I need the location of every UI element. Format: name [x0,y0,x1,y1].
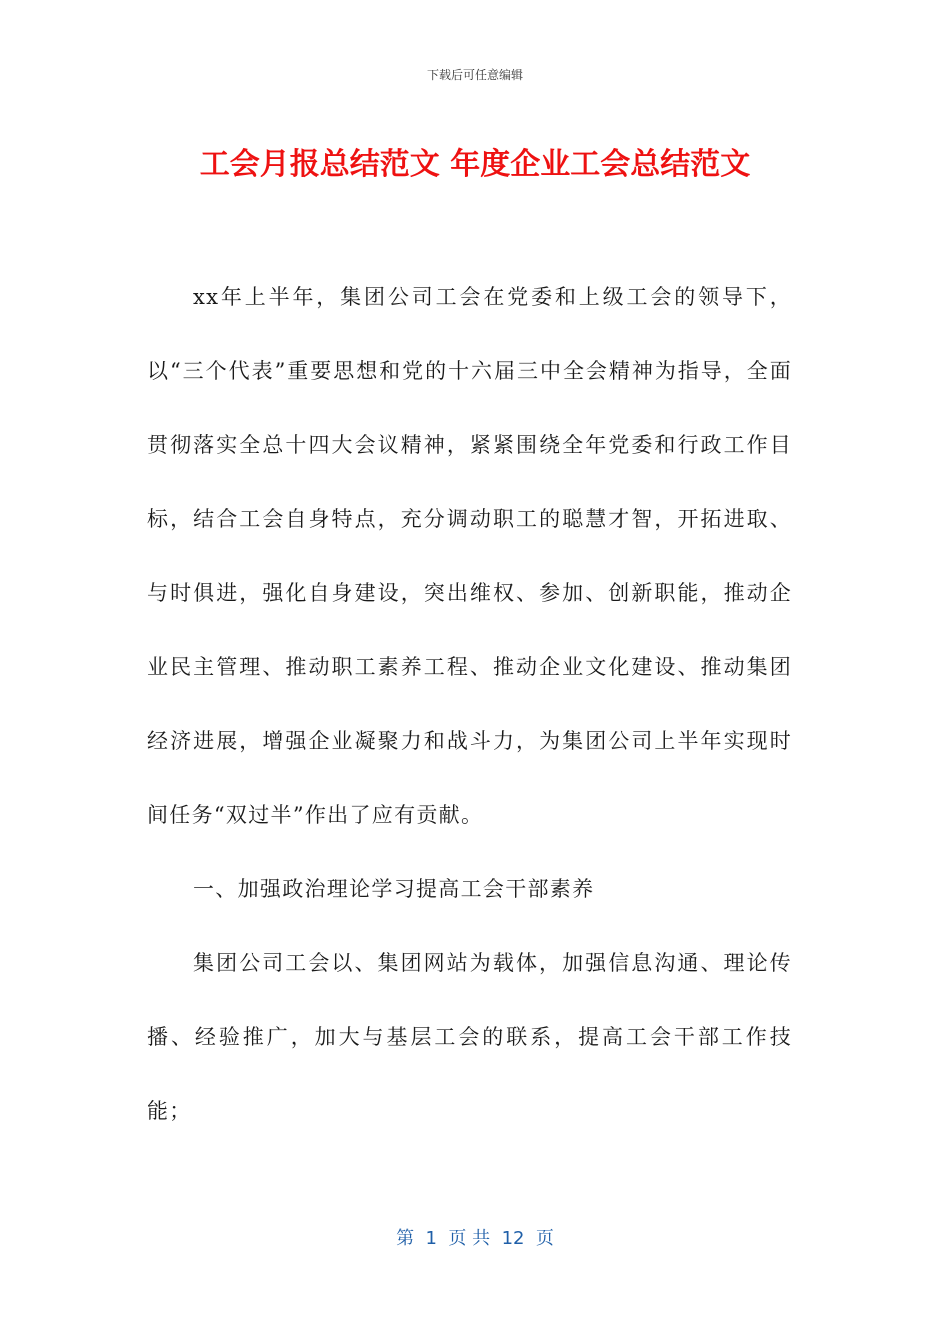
paragraph-section-1: 集团公司工会以、集团网站为载体，加强信息沟通、理论传播、经验推广，加大与基层工会的联系，提高工会干部工作技能； [147,951,792,1123]
paragraph-intro: xx年上半年，集团公司工会在党委和上级工会的领导下，以“三个代表”重要思想和党的十六届三中全会精神为指导，全面贯彻落实全总十四大会议精神，紧紧围绕全年党委和行政工作目标，结合工会自身特点，充分调动职工的聪慧才智，开拓进取、与时俱进，强化自身建设，突出维权、参加、创新职能，推动企业民主管理、推动职工素养工程、推动企业文化建设、推动集团经济进展，增强企业凝聚力和战斗力，为集团公司上半年实现时间任务“双过半”作出了应有贡献。 [147,285,792,827]
document-body [147,260,792,1148]
section-heading-1: 一、加强政治理论学习提高工会干部素养 [193,877,595,901]
page-number-footer: 第 1 页 共 12 页 [396,1228,554,1249]
page-header-note: 下载后可任意编辑 [426,68,523,82]
document-title: 工会月报总结范文 年度企业工会总结范文 [199,147,751,182]
